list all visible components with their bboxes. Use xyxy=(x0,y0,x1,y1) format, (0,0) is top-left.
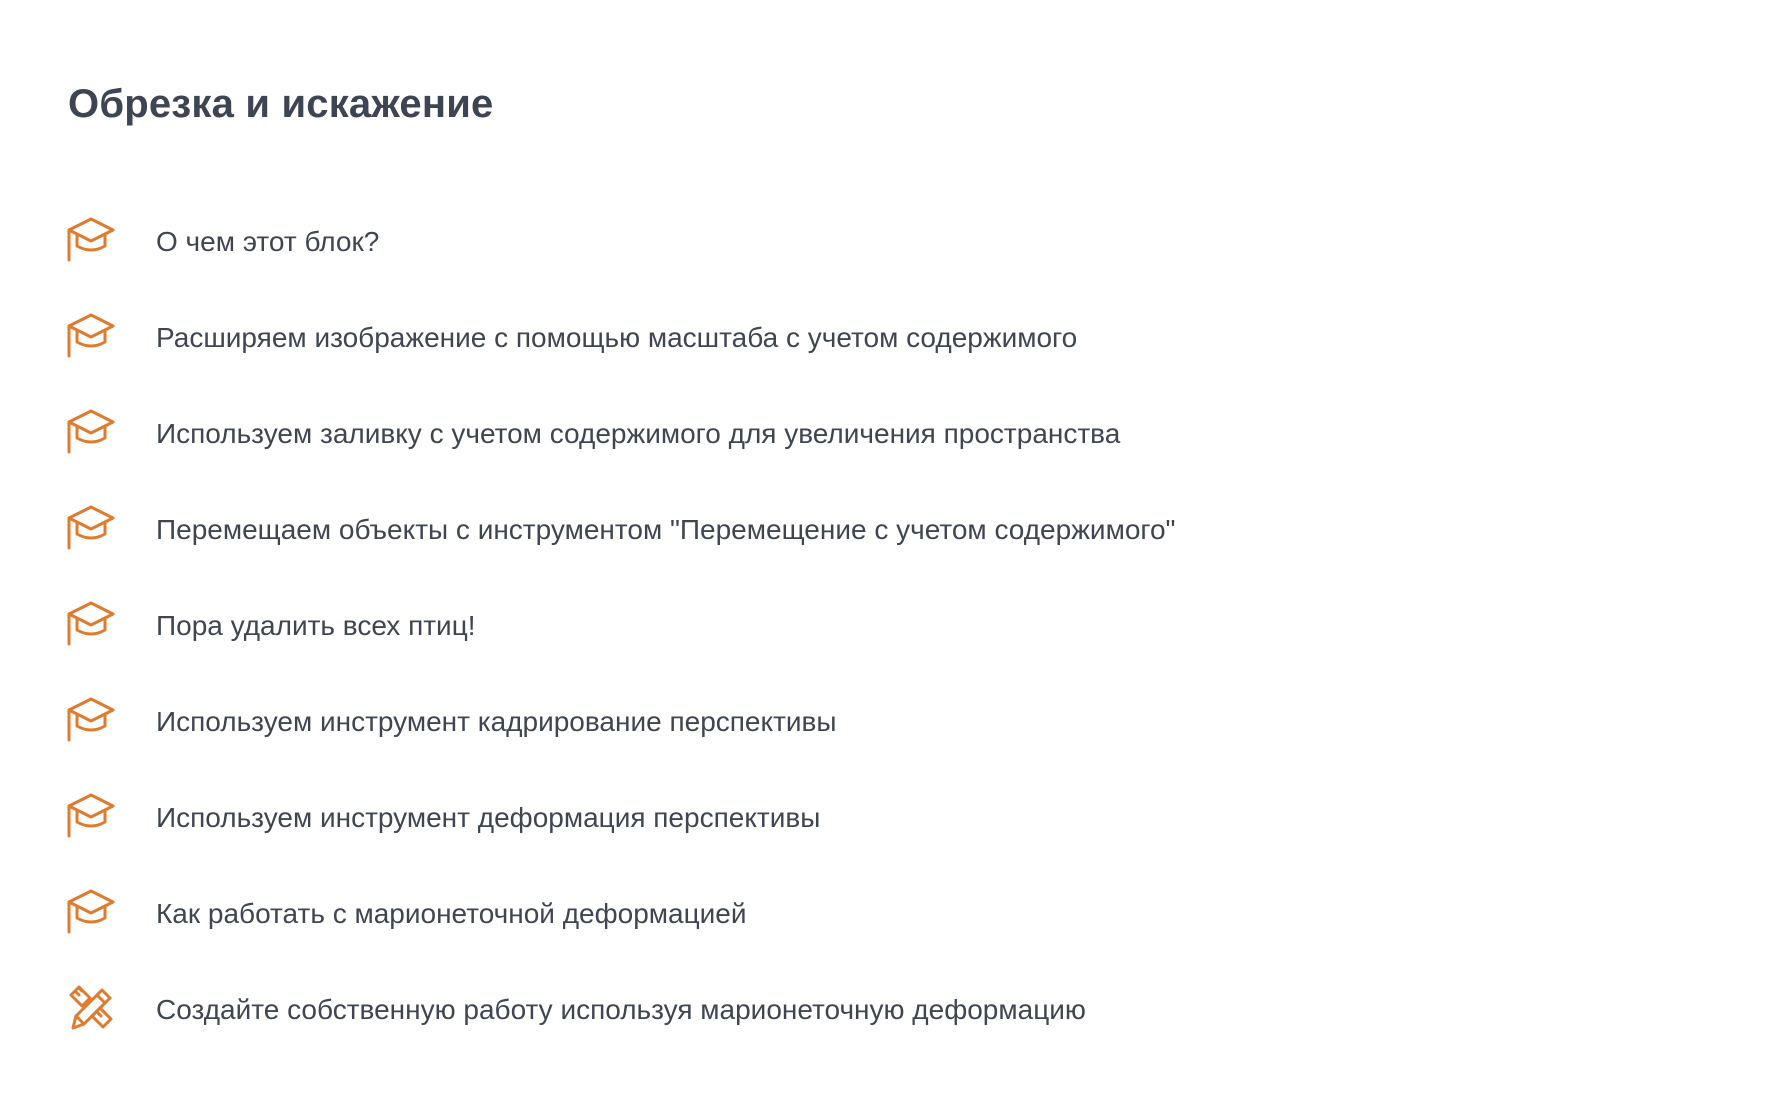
lesson-item-6[interactable] xyxy=(66,694,1176,790)
lesson-label: О чем этот блок? xyxy=(156,226,380,257)
graduation-cap-icon xyxy=(66,790,116,840)
lesson-label: Как работать с марионеточной деформацией xyxy=(156,898,747,929)
lesson-list xyxy=(66,214,1176,1078)
lesson-item-3[interactable] xyxy=(66,406,1176,502)
graduation-cap-icon xyxy=(66,598,116,648)
pencil-ruler-icon xyxy=(66,982,116,1032)
graduation-cap-icon xyxy=(66,214,116,264)
lesson-label: Используем инструмент кадрирование перспективы xyxy=(156,706,837,737)
graduation-cap-icon xyxy=(66,406,116,456)
lesson-label: Используем заливку с учетом содержимого для увеличения пространства xyxy=(156,418,1121,449)
lesson-item-5[interactable] xyxy=(66,598,1176,694)
lesson-item-9[interactable] xyxy=(66,982,1176,1078)
lesson-item-7[interactable] xyxy=(66,790,1176,886)
lesson-label: Создайте собственную работу используя марионеточную деформацию xyxy=(156,994,1086,1025)
lesson-label: Пора удалить всех птиц! xyxy=(156,610,476,641)
lesson-label: Расширяем изображение с помощью масштаба с учетом содержимого xyxy=(156,322,1078,353)
graduation-cap-icon xyxy=(66,310,116,360)
lesson-item-2[interactable] xyxy=(66,310,1176,406)
lesson-label: Используем инструмент деформация перспективы xyxy=(156,802,821,833)
graduation-cap-icon xyxy=(66,502,116,552)
lesson-item-4[interactable] xyxy=(66,502,1176,598)
lesson-label: Перемещаем объекты с инструментом "Перемещение с учетом содержимого" xyxy=(156,514,1176,545)
lesson-item-1[interactable] xyxy=(66,214,1176,310)
section-title: Обрезка и искажение xyxy=(68,82,494,126)
graduation-cap-icon xyxy=(66,886,116,936)
graduation-cap-icon xyxy=(66,694,116,744)
lesson-item-8[interactable] xyxy=(66,886,1176,982)
